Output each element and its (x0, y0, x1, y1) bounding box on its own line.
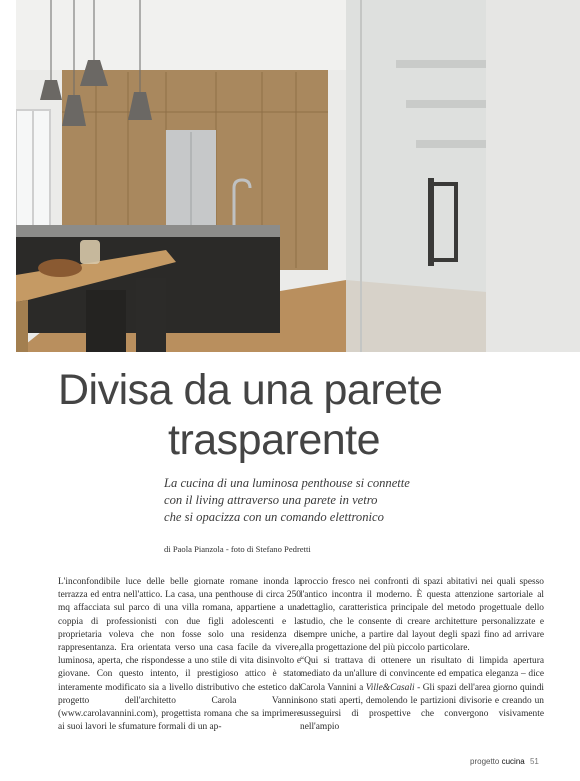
body-paragraph: proccio fresco nei confronti di spazi abitativi nei quali spesso l'antico incontra il moderno. È questa attenzione sartoriale al dettaglio, caratteristica principale del metodo progettuale dello studio, che le consente di creare architetture personalizzate e sempre uniche, a partire dal layout degli spazi fino ad arrivare alla progettazione del più piccolo particolare. (300, 577, 544, 654)
kitchen-photo (16, 0, 580, 352)
article-title-line-2: trasparente (168, 416, 381, 464)
subtitle-line: con il living attraverso una parete in vetro (164, 493, 378, 507)
subtitle-line: che si opacizza con un comando elettronico (164, 510, 384, 524)
body-column-1: L'inconfondibile luce delle belle giornate romane inonda la terrazza ed entra nell'attico. La casa, una penthouse di circa 250 mq affacciata sul parco di una villa romana, appartiene a una coppia di professionisti con due figli adolescenti e la proprietaria voleva che non fosse solo una residenza di rappresentanza. Era orientata verso una casa facile da vivere, luminosa, aperta, che rispondesse a uno stile di vita disinvolto e giovane. Con questo intento, il prestigioso attico è stato interamente modificato sia a livello distributivo che estetico dal progetto dell'architetto Carola Vannini (www.carolavannini.com), progettista romana che sa imprimere ai suoi lavori le sfumature formali di un ap- (58, 577, 301, 733)
body-paragraph-end: - Gli spazi dell'area giorno quindi sono stati aperti, demolendo le partizioni divisorie e creando un susseguirsi di prospettive che convergono visivamente nell'ampio (300, 682, 544, 733)
body-column-2 (300, 576, 544, 734)
magazine-name: Ville&Casali (365, 682, 415, 693)
body-paragraph-start: “Qui si trattava di ottenere un risultato di limpida apertura mediato da un'allure di convincente ed empatica eleganza – dice Carola Vannini a (300, 656, 544, 693)
footer-section-a: progetto (470, 757, 500, 766)
subtitle-line: La cucina di una luminosa penthouse si connette (164, 476, 410, 490)
article-subtitle (164, 475, 554, 526)
byline: di Paola Pianzola - foto di Stefano Pedretti (164, 544, 311, 554)
page-footer (470, 757, 539, 766)
article-title-line-1: Divisa da una parete (58, 366, 443, 414)
footer-section-b: cucina (501, 757, 525, 766)
kitchen-illustration (16, 0, 580, 352)
page-number: 51 (529, 757, 539, 766)
